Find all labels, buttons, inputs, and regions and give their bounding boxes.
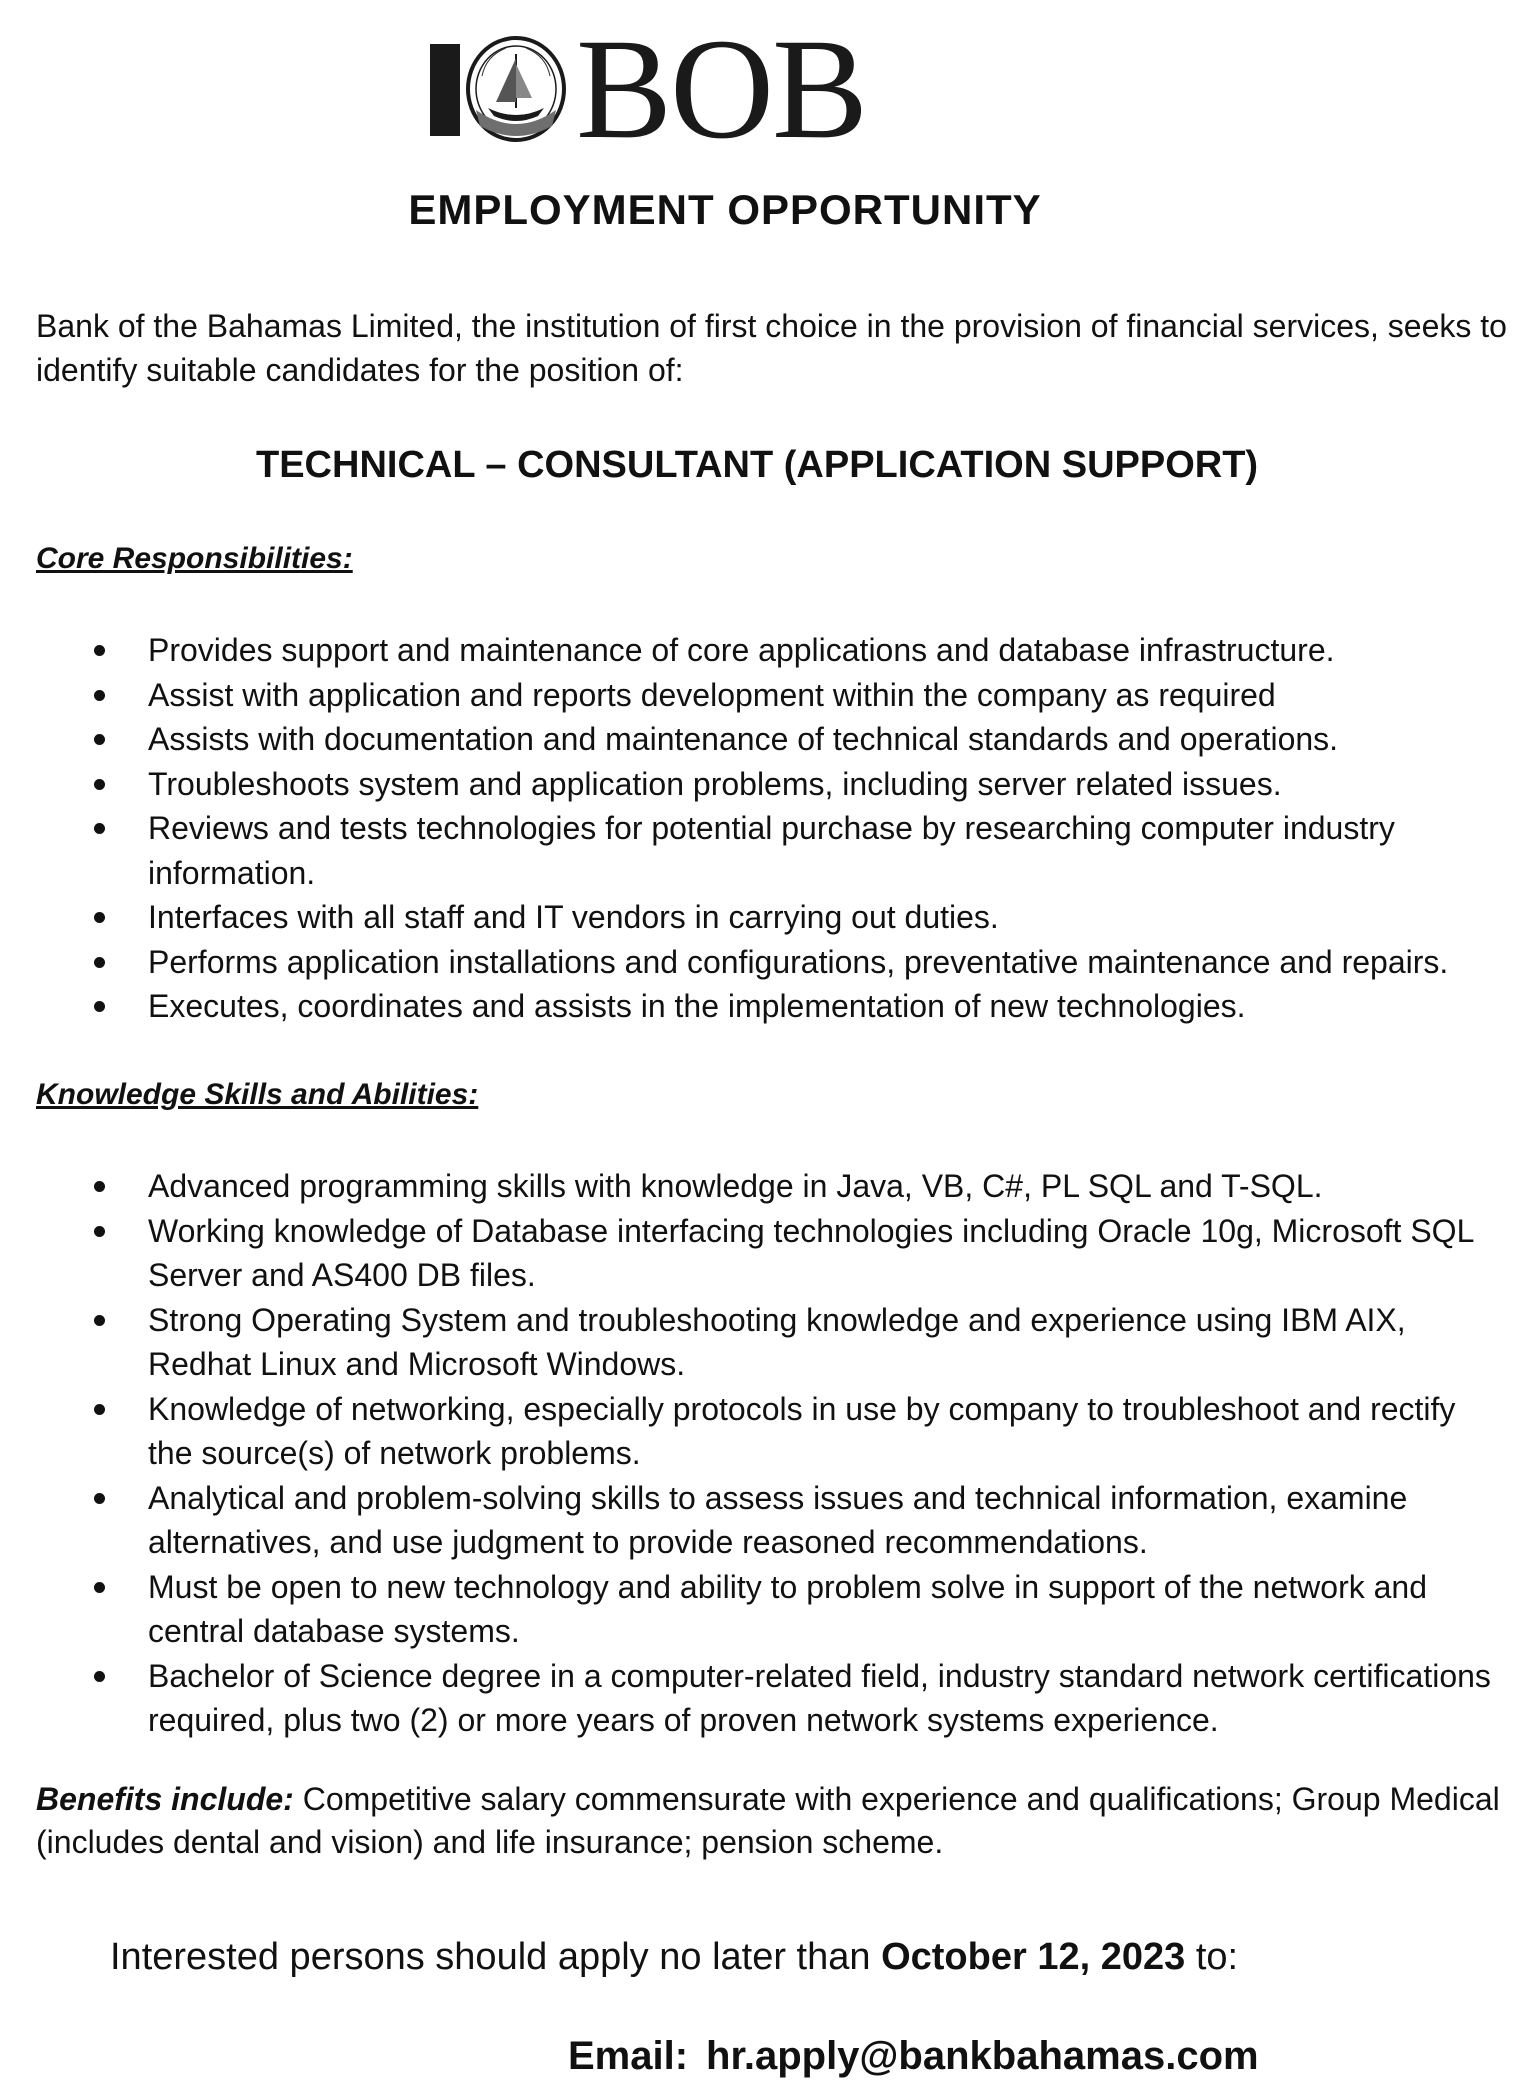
list-item-text: Analytical and problem-solving skills to assess issues and technical information, examine alternatives, and use judgment to provide reasoned recommendations. <box>148 1479 1408 1560</box>
contact-email <box>568 2034 1259 2079</box>
list-item-text: Advanced programming skills with knowledge in Java, VB, C#, PL SQL and T-SQL. <box>148 1168 1323 1204</box>
bullet-icon <box>94 779 105 790</box>
benefits-paragraph <box>36 1778 1516 1864</box>
bullet-icon <box>94 690 105 701</box>
list-item-text: Provides support and maintenance of core applications and database infrastructure. <box>148 632 1335 668</box>
list-item <box>0 940 1500 985</box>
bullet-icon <box>94 1226 105 1237</box>
benefits-label: Benefits include: <box>36 1781 294 1817</box>
list-item-text: Interfaces with all staff and IT vendors in carrying out duties. <box>148 899 999 935</box>
core-responsibilities-heading: Core Responsibilities: <box>36 542 353 575</box>
apply-prefix: Interested persons should apply no later than <box>110 1936 871 1978</box>
list-item-text: Must be open to new technology and ability to problem solve in support of the network and central database systems. <box>148 1568 1427 1649</box>
list-item-text: Working knowledge of Database interfacing technologies including Oracle 10g, Microsoft SQL Server and AS400 DB files. <box>148 1212 1474 1293</box>
ksa-list <box>0 1164 1500 1743</box>
list-item-text: Bachelor of Science degree in a computer-related field, industry standard network certifications required, plus two (2) or more years of proven network systems experience. <box>148 1657 1491 1738</box>
list-item-text: Performs application installations and configurations, preventative maintenance and repairs. <box>148 943 1449 980</box>
bullet-icon <box>94 1315 105 1326</box>
list-item <box>0 1387 1500 1476</box>
bank-seal-icon <box>466 36 566 142</box>
list-item <box>0 762 1500 807</box>
bullet-icon <box>94 1001 105 1012</box>
bullet-icon <box>94 1671 105 1682</box>
bullet-icon <box>94 823 105 834</box>
position-title: TECHNICAL – CONSULTANT (APPLICATION SUPPORT) <box>256 444 1259 486</box>
list-item <box>0 628 1500 673</box>
list-item-text: Troubleshoots system and application problems, including server related issues. <box>148 765 1282 802</box>
list-item <box>0 895 1500 940</box>
bullet-icon <box>94 1404 105 1415</box>
list-item <box>0 1565 1500 1654</box>
list-item <box>0 673 1500 718</box>
benefits-text: Competitive salary commensurate with experience and qualifications; Group Medical (includes dental and vision) and life insurance; pension scheme. <box>36 1781 1500 1860</box>
core-responsibilities-list <box>0 628 1500 1029</box>
bullet-icon <box>94 1181 105 1192</box>
list-item-text: Knowledge of networking, especially protocols in use by company to troubleshoot and rectify the source(s) of network problems. <box>148 1390 1456 1471</box>
bullet-icon <box>94 1493 105 1504</box>
logo-bar <box>430 44 460 136</box>
list-item <box>0 1654 1500 1743</box>
list-item <box>0 984 1500 1029</box>
ksa-heading: Knowledge Skills and Abilities: <box>36 1078 479 1111</box>
list-item-text: Executes, coordinates and assists in the implementation of new technologies. <box>148 988 1246 1024</box>
list-item <box>0 1476 1500 1565</box>
list-item <box>0 1164 1500 1209</box>
bank-logo <box>426 10 996 169</box>
bullet-icon <box>94 645 105 656</box>
email-label: Email: <box>568 2034 689 2078</box>
list-item <box>0 806 1500 895</box>
intro-paragraph: Bank of the Bahamas Limited, the institution of first choice in the provision of financial services, seeks to identify suitable candidates for the position of: <box>36 308 1507 388</box>
list-item-text: Strong Operating System and troubleshooting knowledge and experience using IBM AIX, Redhat Linux and Microsoft Windows. <box>148 1301 1406 1382</box>
page-title: EMPLOYMENT OPPORTUNITY <box>408 186 1042 233</box>
list-item <box>0 1298 1500 1387</box>
list-item <box>0 717 1500 762</box>
apply-suffix: to: <box>1195 1936 1239 1978</box>
list-item <box>0 1209 1500 1298</box>
bullet-icon <box>94 1582 105 1593</box>
apply-deadline: October 12, 2023 <box>881 1936 1186 1978</box>
bullet-icon <box>94 912 105 923</box>
bullet-icon <box>94 957 105 968</box>
email-address-link[interactable]: hr.apply@bankbahamas.com <box>706 2034 1259 2078</box>
list-item-text: Reviews and tests technologies for potential purchase by researching computer industry information. <box>148 810 1395 891</box>
list-item-text: Assists with documentation and maintenance of technical standards and operations. <box>148 721 1339 757</box>
apply-instructions <box>110 1936 1238 1979</box>
logo-wordmark: BOB <box>576 10 867 169</box>
bullet-icon <box>94 734 105 745</box>
list-item-text: Assist with application and reports development within the company as required <box>148 676 1276 713</box>
